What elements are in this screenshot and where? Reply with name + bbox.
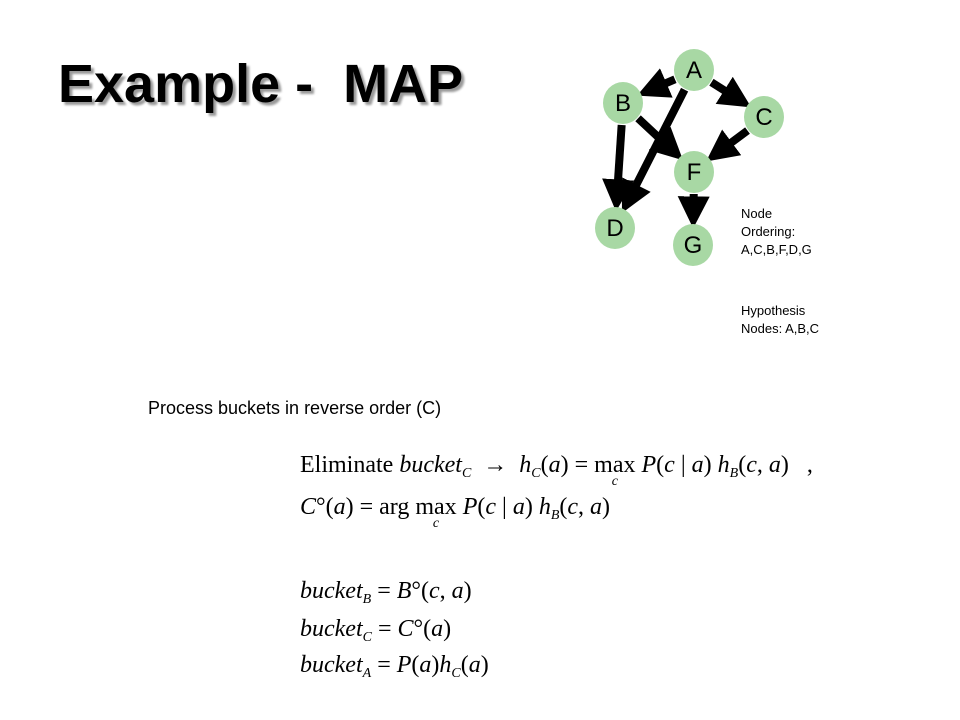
node-d xyxy=(595,207,635,249)
equation-argmax: C°(a) = arg max c P(c | a) $h_B(c$, a) xyxy=(300,494,611,531)
equation-comma: , xyxy=(806,452,813,478)
eliminate-word: Eliminate xyxy=(300,452,394,478)
equation-bucket-c: bucket$_C$ = C°(a) xyxy=(300,616,452,645)
hypothesis-nodes-note: Hypothesis Nodes: A,B,C xyxy=(741,303,820,336)
edge-a-c xyxy=(711,82,739,99)
node-label: D xyxy=(606,215,624,242)
node-f xyxy=(674,151,714,193)
node-a xyxy=(674,49,714,91)
equation-eliminate: Eliminate bucket$_C$ → $h_C(a) = \max$ c P(c | a) $h_B(c$, a) , xyxy=(300,452,813,489)
slide-title: Example - MAP xyxy=(58,54,464,114)
node-c xyxy=(744,96,784,138)
node-label: F xyxy=(686,159,702,186)
node-label: C xyxy=(755,104,773,131)
node-ordering-note: Node Ordering: A,C,B,F,D,G xyxy=(741,206,812,257)
node-b xyxy=(603,82,643,124)
node-g xyxy=(673,224,713,266)
edge-a-b xyxy=(650,79,675,90)
edge-b-d xyxy=(617,125,622,197)
node-label: A xyxy=(685,57,703,84)
edge-c-f xyxy=(718,131,748,153)
process-instruction: Process buckets in reverse order (C) xyxy=(148,398,442,418)
equation-bucket-b: bucket$_B$ = B°(c, a) xyxy=(300,578,472,607)
node-label: B xyxy=(614,90,632,117)
node-label: G xyxy=(683,232,703,259)
equation-bucket-a: bucket$_A$ = $P(a)h_C(a)$ xyxy=(300,652,489,681)
